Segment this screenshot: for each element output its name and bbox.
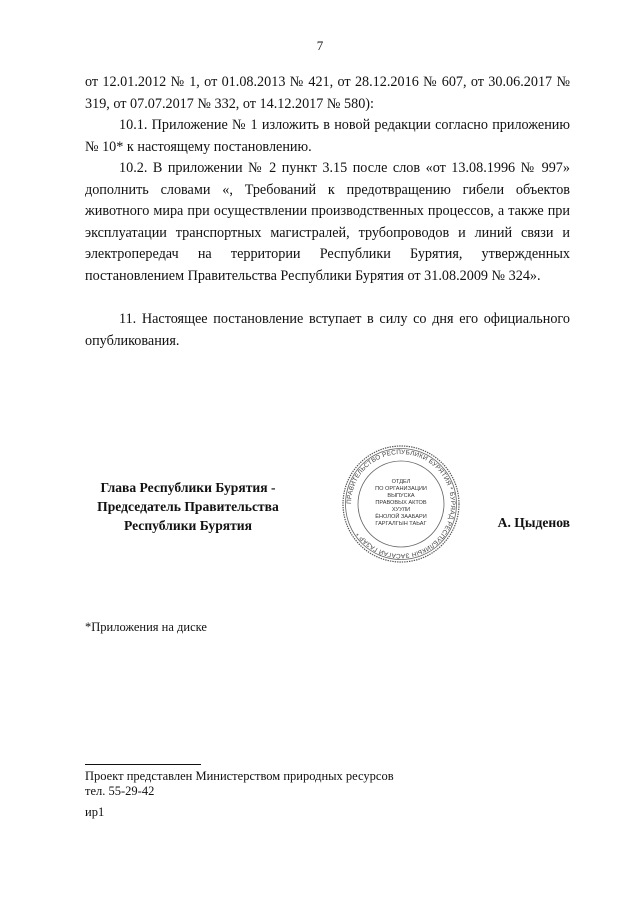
signatory-name: А. Цыденов bbox=[497, 515, 570, 530]
footer-divider bbox=[85, 764, 201, 765]
seal-ring-text-path: ПРАВИТЕЛЬСТВО РЕСПУБЛИКИ БУРЯТИЯ * БУРЯАД РЕСПУБЛИКЫН ЗАСАГАЙ ГАЗАР * bbox=[345, 448, 457, 560]
seal-text-line: ХУУЛИ bbox=[391, 507, 411, 513]
seal-text-line: ПО ОРГАНИЗАЦИИ bbox=[375, 486, 427, 492]
footer-note bbox=[85, 769, 394, 799]
paragraph-11: 11. Настоящее постановление вступает в силу со дня его официального опубликования. bbox=[85, 311, 570, 349]
signatory-title bbox=[78, 478, 298, 535]
seal-text-line: ОТДЕЛ bbox=[391, 479, 411, 485]
project-note: Проект представлен Министерством природных ресурсов bbox=[85, 769, 394, 783]
intro-paragraph: от 12.01.2012 № 1, от 01.08.2013 № 421, от 28.12.2016 № 607, от 30.06.2017 № 319, от 07.07.2017 № 332, от 14.12.2017 № 580): bbox=[85, 74, 570, 112]
official-seal-stamp bbox=[340, 443, 462, 565]
signatory-title-line: Председатель Правительства bbox=[97, 499, 279, 514]
seal-text-line: ЁНОЛОЙ ЗААБАРИ bbox=[375, 514, 427, 520]
paragraph-10-1: 10.1. Приложение № 1 изложить в новой редакции согласно приложению № 10* к настоящему постановлению. bbox=[85, 117, 570, 155]
executor-code: ир1 bbox=[85, 805, 105, 819]
paragraph-10-2: 10.2. В приложении № 2 пункт 3.15 после слов «от 13.08.1996 № 997» дополнить словами «, Требований к предотвращению гибели объектов животного мира при осуществлении производственных процессов, а также при эксплуатации транспортных магистралей, трубопроводов и линий связи и электропередач на территории Республики Бурятия, утвержденных постановлением Правительства Республики Бурятия от 31.08.2009 № 324». bbox=[85, 160, 570, 284]
seal-text-line: ГАРГАЛГЫН ТАЬАГ bbox=[375, 521, 427, 527]
contact-phone: тел. 55-29-42 bbox=[85, 784, 155, 798]
page-number: 7 bbox=[316, 38, 324, 53]
footnote: *Приложения на диске bbox=[85, 620, 207, 634]
document-body bbox=[85, 72, 570, 352]
signatory-title-line: Республики Бурятия bbox=[123, 518, 252, 533]
seal-text-line: ПРАВОВЫХ АКТОВ bbox=[375, 500, 427, 506]
signatory-title-line: Глава Республики Бурятия - bbox=[100, 480, 276, 495]
seal-text-line: ВЫПУСКА bbox=[387, 493, 415, 499]
